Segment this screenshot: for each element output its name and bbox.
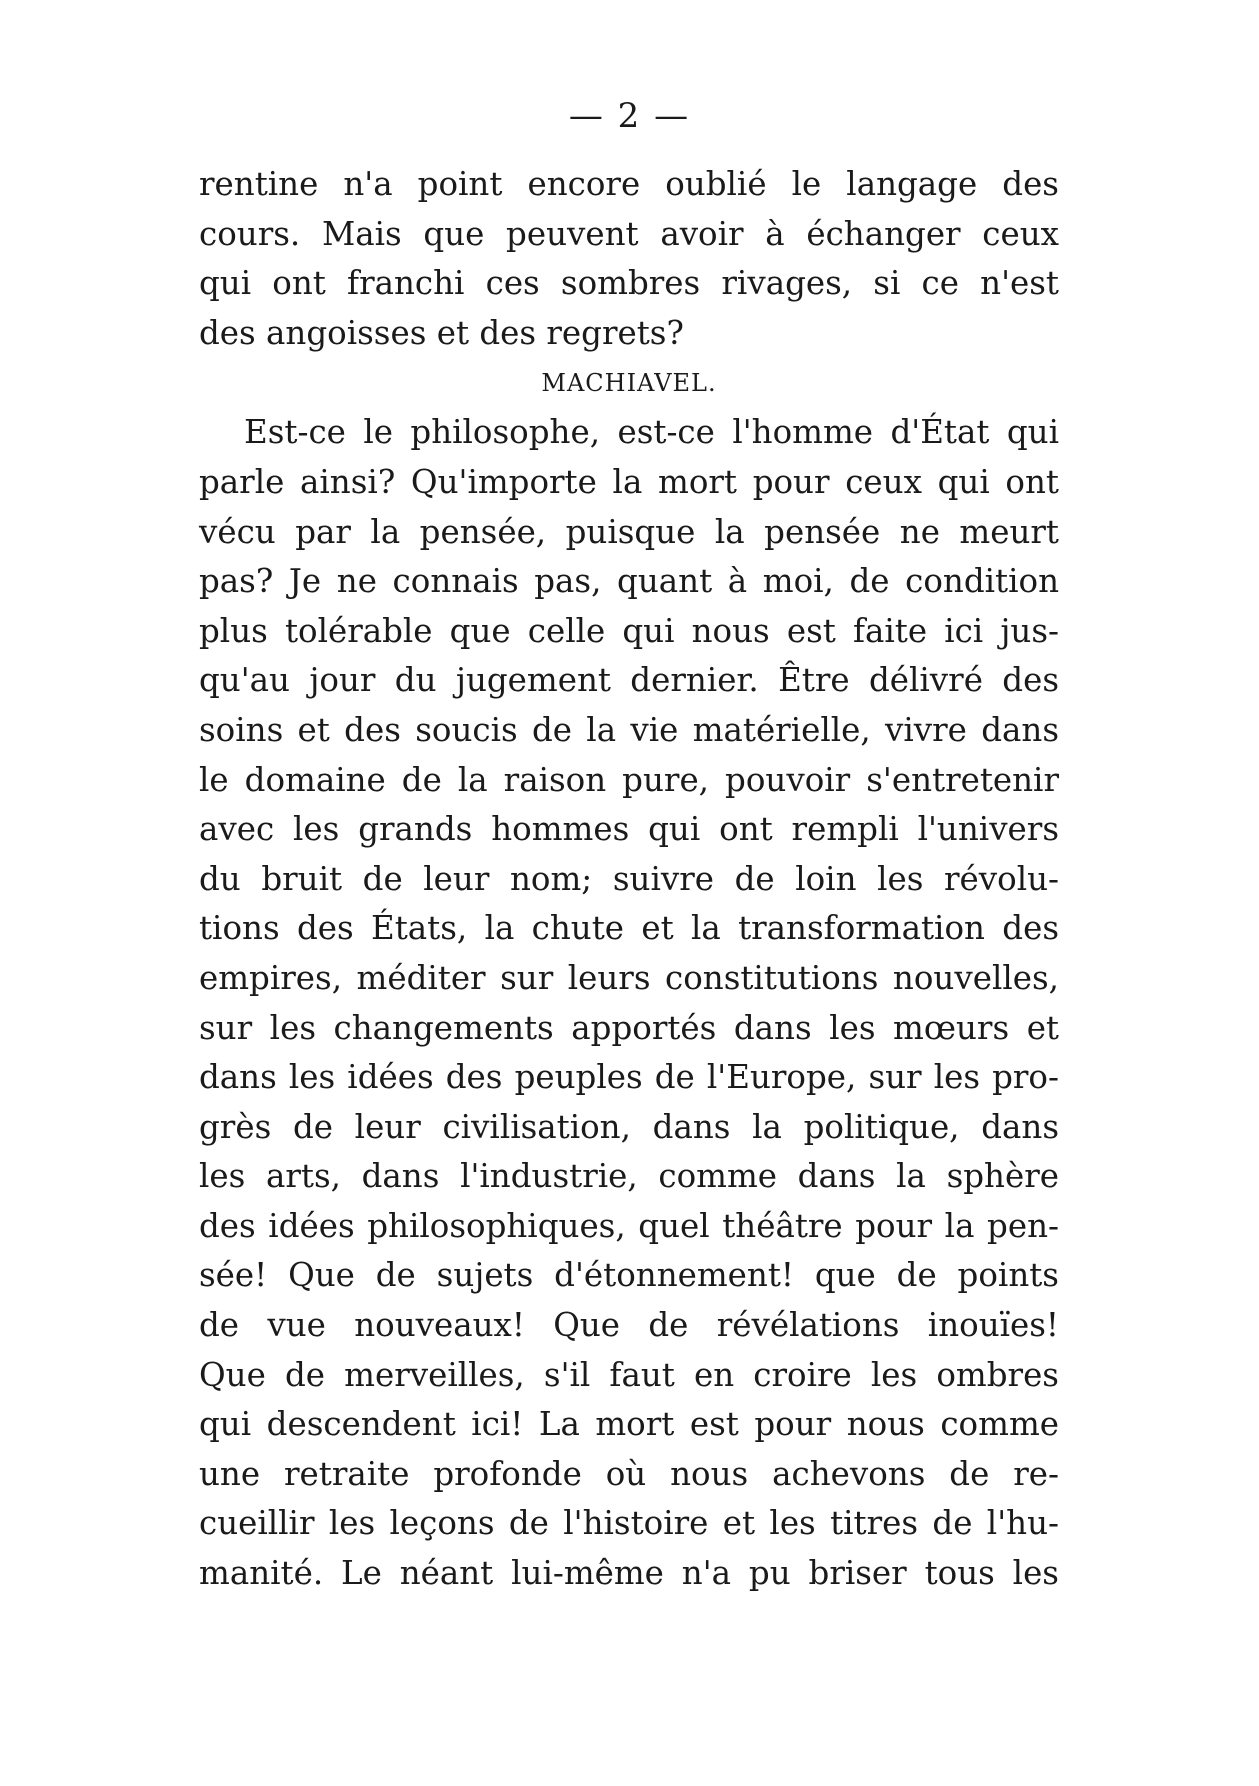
text-line: sur les changements apportés dans les mœurs et xyxy=(199,1008,1059,1047)
text-line: parle ainsi? Qu'importe la mort pour ceux qui ont xyxy=(199,462,1059,501)
text-line: avec les grands hommes qui ont rempli l'univers xyxy=(199,810,1059,849)
paragraph-continued xyxy=(199,160,1059,358)
text-line: tions des États, la chute et la transformation des xyxy=(199,909,1059,948)
text-line: des angoisses et des regrets? xyxy=(199,313,684,352)
text-line: qui ont franchi ces sombres rivages, si ce n'est xyxy=(199,264,1059,303)
text-line: pas? Je ne connais pas, quant à moi, de condition xyxy=(199,562,1059,601)
text-line: cours. Mais que peuvent avoir à échanger ceux xyxy=(199,214,1059,253)
text-line: qui descendent ici! La mort est pour nous comme xyxy=(199,1405,1059,1444)
text-line: plus tolérable que celle qui nous est faite ici jus- xyxy=(199,611,1059,650)
text-line: grès de leur civilisation, dans la politique, dans xyxy=(199,1107,1059,1146)
text-line: dans les idées des peuples de l'Europe, sur les pro- xyxy=(199,1058,1059,1097)
text-line: le domaine de la raison pure, pouvoir s'entretenir xyxy=(199,760,1059,799)
text-line: les arts, dans l'industrie, comme dans la sphère xyxy=(199,1157,1059,1196)
page-number: — 2 — xyxy=(568,96,691,136)
text-line: une retraite profonde où nous achevons de re- xyxy=(199,1454,1059,1493)
speaker-name: MACHIAVEL. xyxy=(541,369,717,398)
text-line: de vue nouveaux! Que de révélations inouïes! xyxy=(199,1306,1059,1345)
text-line: Que de merveilles, s'il faut en croire les ombres xyxy=(199,1355,1059,1394)
text-line: empires, méditer sur leurs constitutions nouvelles, xyxy=(199,958,1059,997)
paragraph-machiavel xyxy=(199,408,1059,1598)
text-line: manité. Le néant lui-même n'a pu briser tous les xyxy=(199,1554,1059,1593)
text-line: cueillir les leçons de l'histoire et les titres de l'hu- xyxy=(199,1504,1059,1543)
text-line: sée! Que de sujets d'étonnement! que de points xyxy=(199,1256,1059,1295)
page-text xyxy=(199,160,1059,1599)
text-line: vécu par la pensée, puisque la pensée ne meurt xyxy=(199,512,1059,551)
text-line: du bruit de leur nom; suivre de loin les révolu- xyxy=(199,859,1059,898)
text-line: des idées philosophiques, quel théâtre pour la pen- xyxy=(199,1206,1059,1245)
text-line: soins et des soucis de la vie matérielle, vivre dans xyxy=(199,710,1059,749)
text-line: qu'au jour du jugement dernier. Être délivré des xyxy=(199,661,1059,700)
text-line: Est-ce le philosophe, est-ce l'homme d'État qui xyxy=(244,413,1059,452)
text-line: rentine n'a point encore oublié le langage des xyxy=(199,165,1059,203)
